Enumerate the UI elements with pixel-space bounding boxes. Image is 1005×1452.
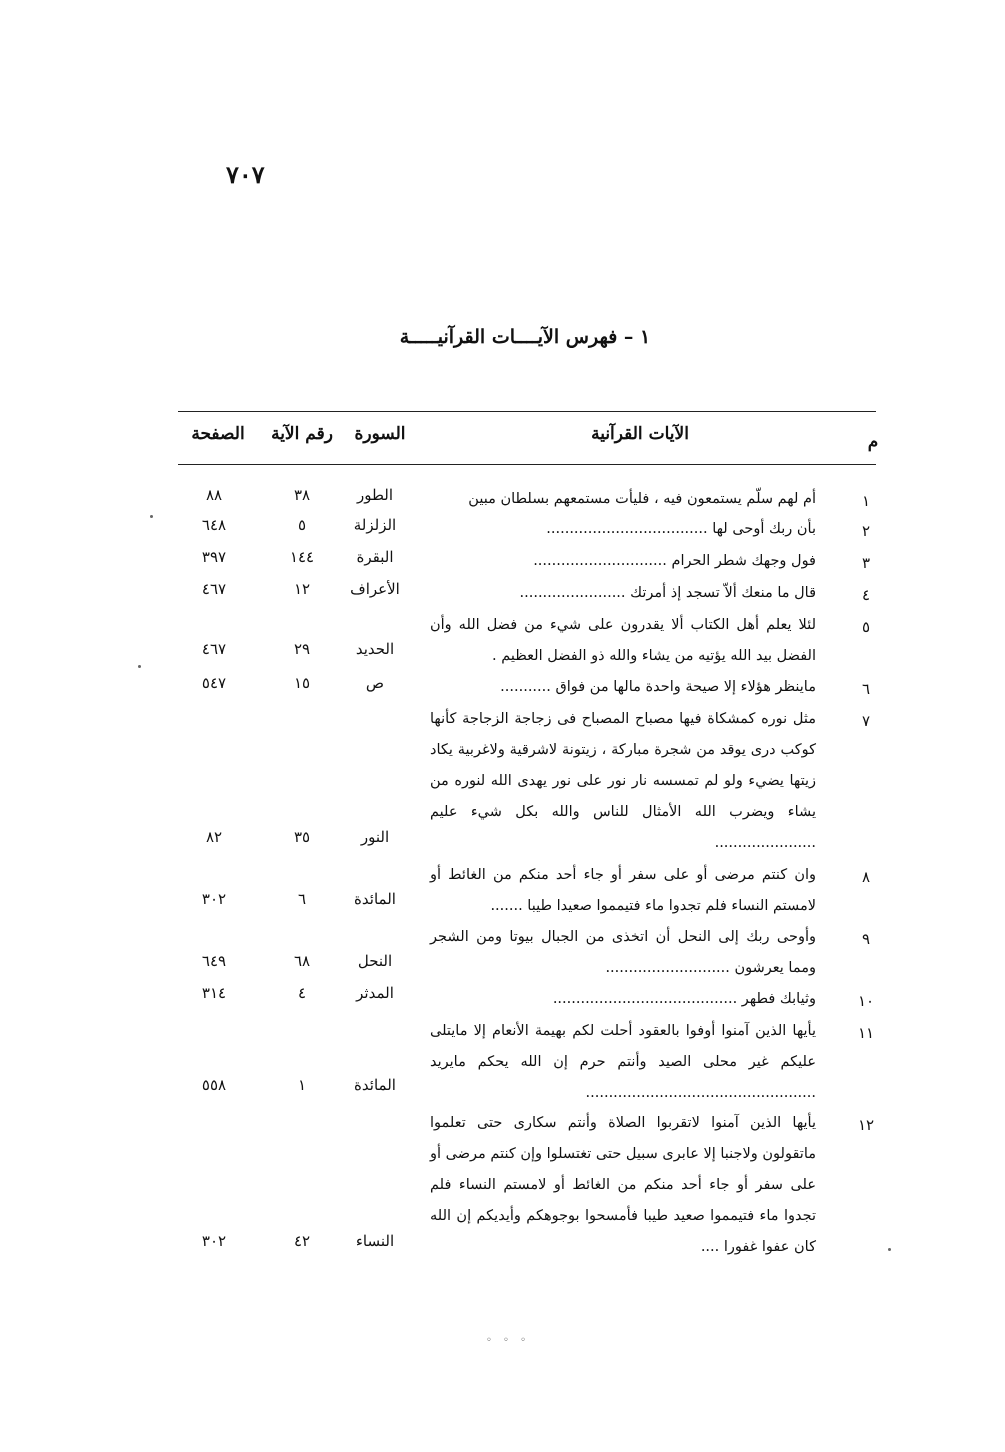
header-index-number: م xyxy=(867,432,879,452)
verse-text: لئلا يعلم أهل الكتاب ألا يقدرون على شيء من فضل الله وأن الفضل بيد الله يؤتيه من يشاء والله ذو الفضل العظيم . xyxy=(430,617,816,664)
entry-number: ١١ xyxy=(857,1024,875,1042)
verse-text: فول وجهك شطر الحرام ............................. xyxy=(533,553,816,569)
header-verses: الآيات القرآنية xyxy=(591,424,689,444)
verse-text: وثيابك فطهر ........................................ xyxy=(552,991,816,1007)
surah-name: النساء xyxy=(355,1232,395,1250)
surah-name: النحل xyxy=(357,952,393,970)
verse-number: ٣٨ xyxy=(293,486,311,504)
entry-number: ٣ xyxy=(861,554,871,572)
verse-text: يأيها الذين آمنوا لاتقربوا الصلاة وأنتم سكارى حتى تعلموا ماتقولون ولاجنبا إلا عابرى سبيل حتى تغتسلوا وإن كنتم مرضى أو على سفر أو جاء أحد منكم من الغائط أو لامستم النساء فلم تجدوا ماء فتيمموا صعيد طيبا فأمسحوا بوجوهكم وأيديكم إن الله كان عفوا غفورا .... xyxy=(430,1115,816,1255)
page-ref: ٥٤٧ xyxy=(201,674,227,692)
verse-number: ٥ xyxy=(297,516,307,534)
entry-number: ١ xyxy=(861,492,871,510)
verse-number: ٣٥ xyxy=(293,828,311,846)
surah-name: النور xyxy=(360,828,390,846)
header-verse-number: رقم الآية xyxy=(271,424,333,444)
verse-text: أم لهم سلّم يستمعون فيه ، فليأت مستمعهم بسلطان مبين xyxy=(468,491,816,507)
header-page: الصفحة xyxy=(191,424,245,444)
index-title: ١ – فهرس الآيــــات القرآنيـــــة xyxy=(399,326,651,348)
end-ornament: ◦ ◦ ◦ xyxy=(485,1335,531,1346)
header-surah: السورة xyxy=(354,424,406,444)
scan-speck xyxy=(888,1248,891,1251)
verse-number: ٤٢ xyxy=(293,1232,311,1250)
entry-number: ٤ xyxy=(861,586,871,604)
scan-speck xyxy=(138,665,141,668)
surah-name: ص xyxy=(365,674,385,692)
surah-name: الزلزلة xyxy=(353,516,397,534)
verse-number: ٦ xyxy=(297,890,307,908)
page-ref: ٦٤٩ xyxy=(201,952,227,970)
verse-number: ٢٩ xyxy=(293,640,311,658)
page-ref: ٣٠٢ xyxy=(201,890,227,908)
verse-text: يأيها الذين آمنوا أوفوا بالعقود أحلت لكم بهيمة الأنعام إلا مايتلى عليكم غير محلى الصيد وأنتم حرم إن الله يحكم مايريد .................................................. xyxy=(430,1023,816,1101)
entry-number: ٧ xyxy=(861,712,871,730)
verse-text: ماينظر هؤلاء إلا صيحة واحدة مالها من فواق ........... xyxy=(500,679,816,695)
page-ref: ٣٩٧ xyxy=(201,548,227,566)
page-ref: ٨٢ xyxy=(205,828,223,846)
surah-name: المائدة xyxy=(354,1076,396,1094)
entry-number: ٢ xyxy=(861,522,871,540)
surah-name: المائدة xyxy=(354,890,396,908)
verse-number: ٤ xyxy=(297,984,307,1002)
page-number: ٧٠٧ xyxy=(226,160,265,189)
verse-number: ١٥ xyxy=(293,674,311,692)
verse-number: ١٤٤ xyxy=(289,548,315,566)
entry-number: ٥ xyxy=(861,618,871,636)
verse-number: ١٢ xyxy=(293,580,311,598)
page-ref: ٤٦٧ xyxy=(201,580,227,598)
verse-text: بأن ربك أوحى لها ................................... xyxy=(546,521,816,537)
verse-text: قال ما منعك ألاّ تسجد إذ أمرتك ....................... xyxy=(519,585,816,601)
verse-text: وأوحى ربك إلى النحل أن اتخذى من الجبال بيوتا ومن الشجر ومما يعرشون ........................... xyxy=(430,929,816,976)
page-ref: ٣٠٢ xyxy=(201,1232,227,1250)
page-ref: ٦٤٨ xyxy=(201,516,227,534)
entry-number: ١٢ xyxy=(857,1116,875,1134)
entry-number: ٦ xyxy=(861,680,871,698)
surah-name: الطور xyxy=(356,486,394,504)
entry-number: ١٠ xyxy=(857,992,875,1010)
table-top-rule xyxy=(178,411,876,412)
scan-speck xyxy=(150,515,153,518)
page-ref: ٨٨ xyxy=(205,486,223,504)
surah-name: البقرة xyxy=(356,548,394,566)
verse-text: وان كنتم مرضى أو على سفر أو جاء أحد منكم من الغائط أو لامستم النساء فلم تجدوا ماء فتيمموا صعيدا طيبا ....... xyxy=(430,867,816,914)
page-ref: ٣١٤ xyxy=(201,984,227,1002)
verse-number: ٦٨ xyxy=(293,952,311,970)
verse-number: ١ xyxy=(297,1076,307,1094)
surah-name: المدثر xyxy=(356,984,394,1002)
entry-number: ٩ xyxy=(861,930,871,948)
table-header-rule xyxy=(178,464,876,465)
surah-name: الأعراف xyxy=(350,580,400,598)
page-ref: ٥٥٨ xyxy=(201,1076,227,1094)
verse-text: مثل نوره كمشكاة فيها مصباح المصباح فى زجاجة الزجاجة كأنها كوكب درى يوقد من شجرة مباركة ، زيتونة لاشرقية ولاغربية يكاد زيتها يضيء ولو لم تمسسه نار نور على نور يهدى الله لنوره من يشاء ويضرب الله الأمثال للناس والله بكل شيء عليم ...................... xyxy=(430,711,816,851)
entry-number: ٨ xyxy=(861,868,871,886)
page-ref: ٤٦٧ xyxy=(201,640,227,658)
surah-name: الحديد xyxy=(355,640,395,658)
